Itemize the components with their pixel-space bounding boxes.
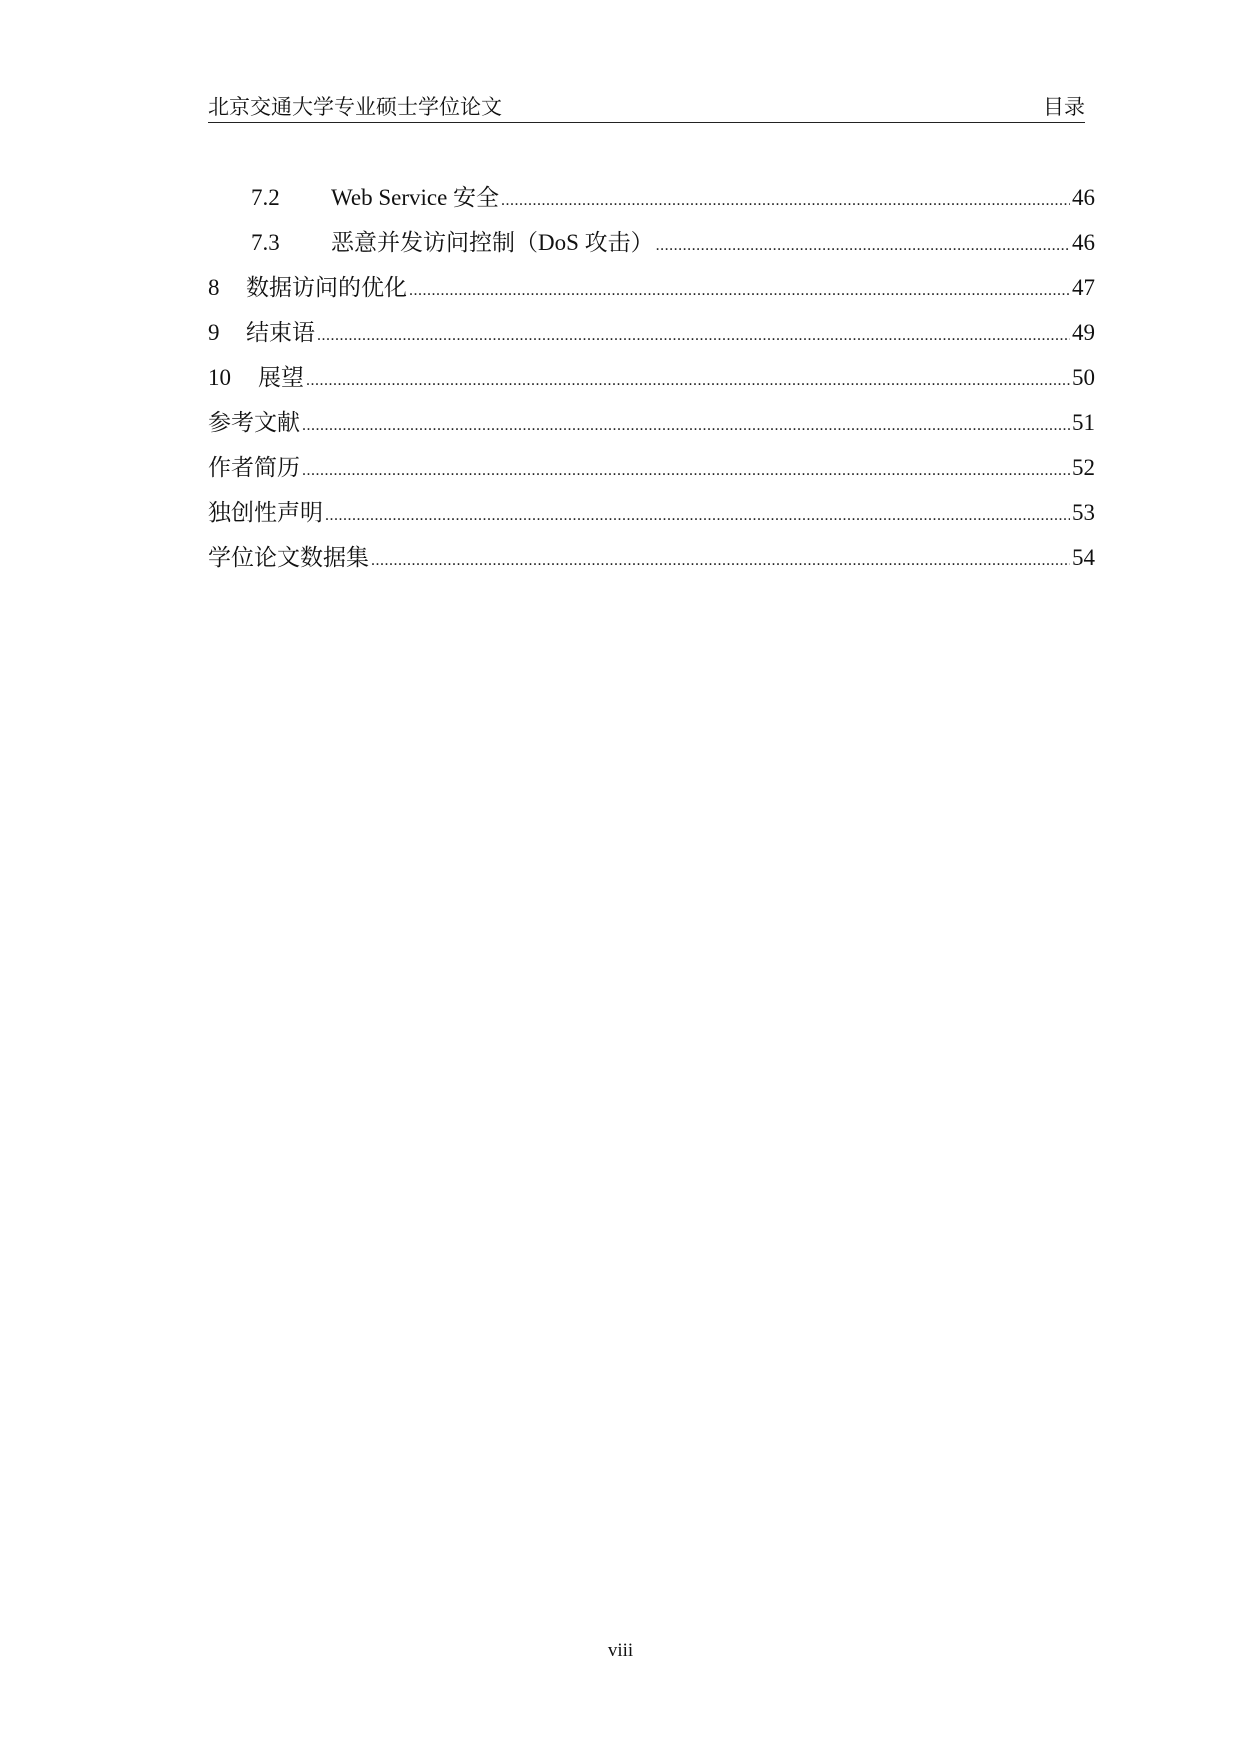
toc-entry-number: 8: [208, 275, 220, 300]
toc-entry-page: 50: [1072, 365, 1095, 390]
toc-entry-page: 51: [1072, 410, 1095, 435]
toc-entry[interactable]: [208, 445, 1095, 490]
toc-entry-title: 数据访问的优化: [246, 275, 407, 300]
toc-entry[interactable]: [208, 265, 1095, 310]
toc-entry-number: 9: [208, 320, 220, 345]
toc-entry[interactable]: [208, 310, 1095, 355]
toc-entry[interactable]: [208, 400, 1095, 445]
toc-dot-leader: [317, 313, 1070, 358]
header-thesis-title: 北京交通大学专业硕士学位论文: [208, 95, 502, 119]
toc-entry-page: 53: [1072, 500, 1095, 525]
toc-entry-title: 展望: [258, 365, 304, 390]
toc-entry-number: 7.3: [251, 230, 280, 255]
toc-dot-leader: [409, 268, 1070, 313]
toc-entry-page: 54: [1072, 545, 1095, 570]
table-of-contents: [208, 175, 1095, 580]
toc-dot-leader: [371, 538, 1070, 583]
toc-entry-number: 7.2: [251, 185, 280, 210]
toc-entry-page: 46: [1072, 185, 1095, 210]
page-header: [208, 94, 1085, 123]
toc-entry-title: 恶意并发访问控制（DoS 攻击）: [331, 230, 654, 255]
toc-dot-leader: [302, 403, 1070, 448]
toc-entry[interactable]: [208, 175, 1095, 220]
toc-dot-leader: [501, 178, 1070, 223]
toc-entry-page: 47: [1072, 275, 1095, 300]
toc-entry-title: Web Service 安全: [331, 185, 500, 210]
page-number: viii: [607, 1640, 634, 1661]
toc-dot-leader: [302, 448, 1070, 493]
toc-dot-leader: [656, 223, 1070, 268]
toc-entry-page: 46: [1072, 230, 1095, 255]
toc-entry-title: 学位论文数据集: [208, 545, 369, 570]
header-section-title: 目录: [1043, 95, 1085, 119]
toc-entry[interactable]: [208, 220, 1095, 265]
toc-entry-title: 独创性声明: [208, 500, 323, 525]
toc-entry[interactable]: [208, 535, 1095, 580]
toc-entry-page: 52: [1072, 455, 1095, 480]
toc-entry-page: 49: [1072, 320, 1095, 345]
toc-entry-title: 结束语: [246, 320, 315, 345]
toc-entry[interactable]: [208, 490, 1095, 535]
toc-entry-number: 10: [208, 365, 231, 390]
toc-dot-leader: [325, 493, 1070, 538]
toc-entry[interactable]: [208, 355, 1095, 400]
toc-entry-title: 作者简历: [208, 455, 300, 480]
toc-entry-title: 参考文献: [208, 410, 300, 435]
toc-dot-leader: [306, 358, 1070, 403]
